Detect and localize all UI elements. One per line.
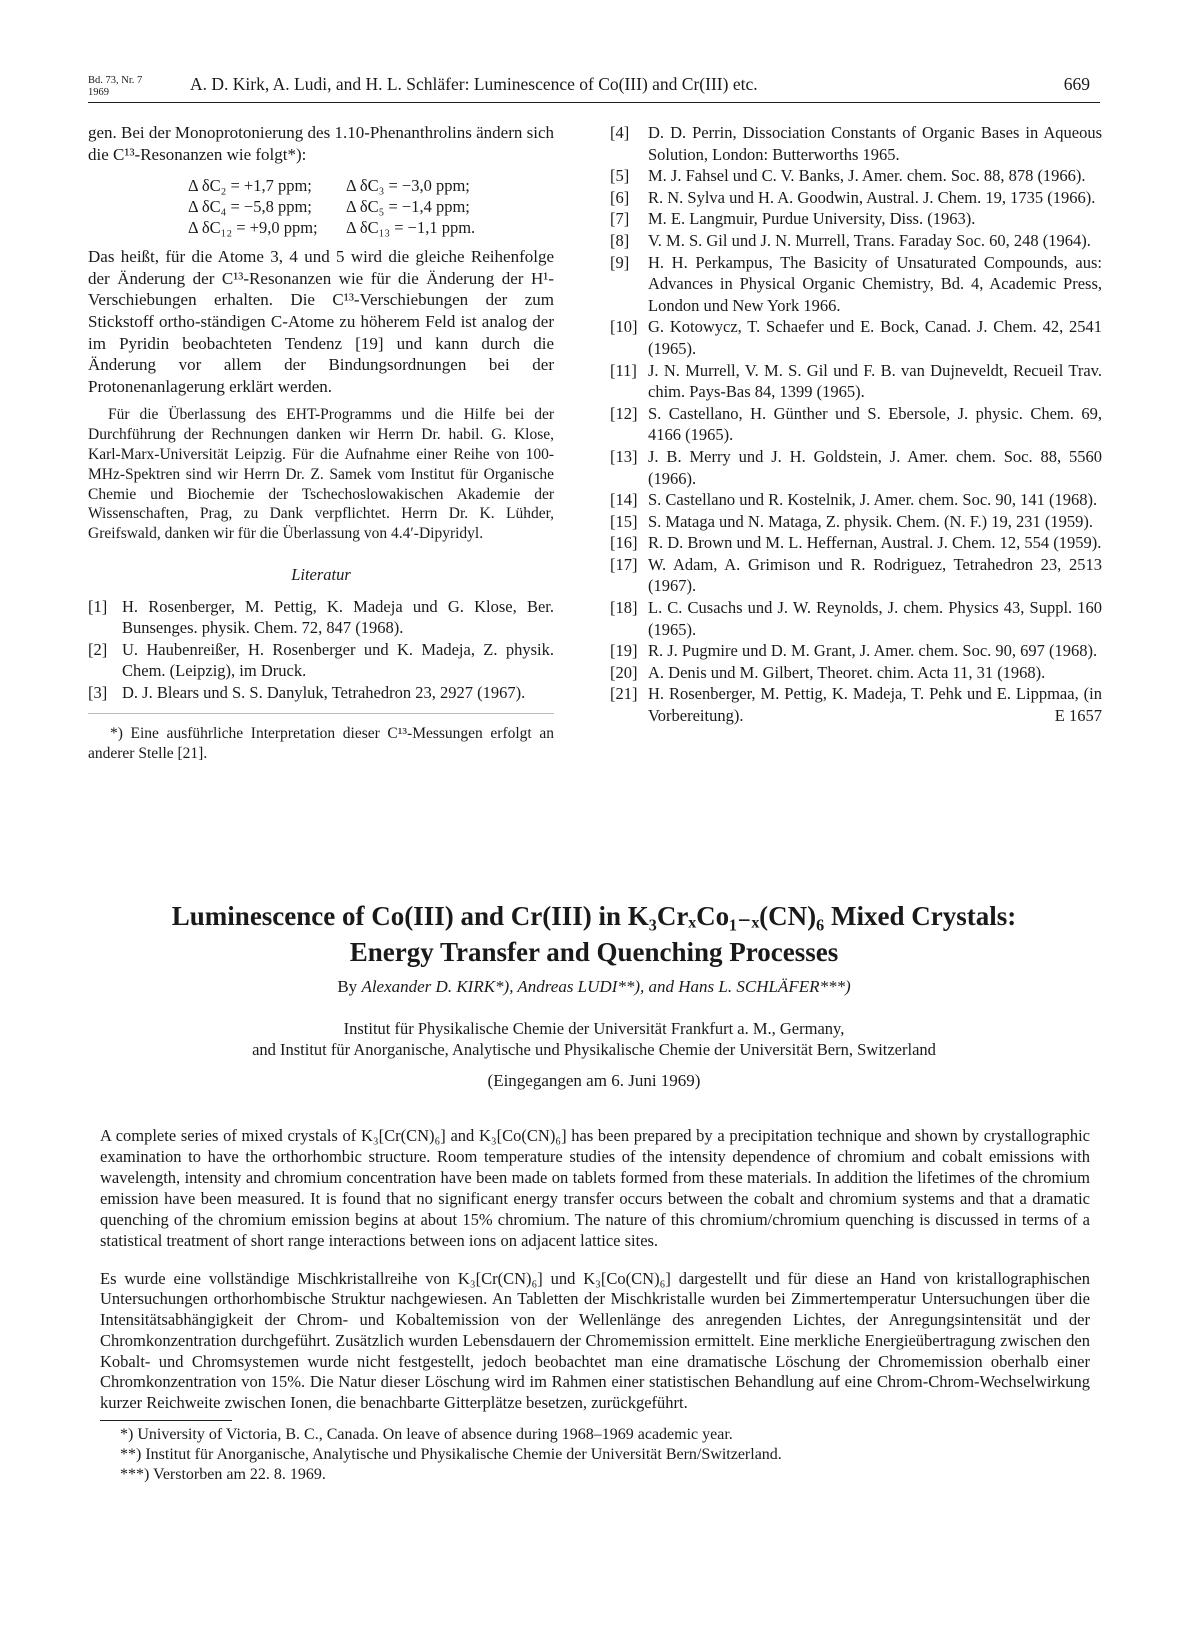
reference-number: [3]: [88, 682, 108, 702]
reference-text: R. J. Pugmire und D. M. Grant, J. Amer. chem. Soc. 90, 697 (1968).: [648, 641, 1098, 661]
header-rule: [88, 102, 1100, 103]
reference-text: M. J. Fahsel und C. V. Banks, J. Amer. chem. Soc. 88, 878 (1966).: [648, 166, 1086, 186]
manuscript-code: E 1657: [1054, 706, 1102, 726]
equation-row: [188, 217, 554, 238]
reference-number: [18]: [610, 598, 638, 618]
reference-number: [20]: [610, 662, 638, 682]
footnote-item: ***) Verstorben am 22. 8. 1969.: [120, 1466, 326, 1483]
reference-item: [610, 403, 1102, 446]
reference-number: [12]: [610, 403, 638, 423]
reference-number: [9]: [610, 252, 630, 272]
affiliations: [88, 1018, 1100, 1060]
article-title: [88, 898, 1100, 970]
reference-item: [610, 252, 1102, 317]
footnote-rule: [100, 1420, 232, 1421]
reference-item: [610, 360, 1102, 403]
reference-number: [13]: [610, 446, 638, 466]
reference-text: H. Rosenberger, M. Pettig, K. Madeja und G. Klose, Ber. Bunsenges. physik. Chem. 72, 847 (1968).: [122, 596, 554, 638]
reference-text: D. J. Blears und S. S. Danyluk, Tetrahedron 23, 2927 (1967).: [122, 682, 526, 702]
reference-list: [610, 122, 1102, 727]
reference-number: [15]: [610, 511, 638, 531]
reference-text: A. Denis und M. Gilbert, Theoret. chim. Acta 11, 31 (1968).: [648, 662, 1046, 682]
article-title-line: Energy Transfer and Quenching Processes: [349, 937, 839, 967]
reference-item: [610, 446, 1102, 489]
equation-block: [88, 175, 554, 238]
footnote-item: **) Institut für Anorganische, Analytische und Physikalische Chemie der Universität Bern/Switzerland.: [120, 1446, 782, 1463]
reference-number: [6]: [610, 187, 630, 207]
reference-text: S. Mataga und N. Mataga, Z. physik. Chem. (N. F.) 19, 231 (1959).: [648, 511, 1094, 531]
reference-number: [7]: [610, 209, 630, 229]
reference-number: [11]: [610, 360, 637, 380]
reference-item: [610, 662, 1102, 684]
column-footnote: *) Eine ausführliche Interpretation dieser C¹³-Messungen erfolgt an anderer Stelle [21].: [88, 713, 554, 764]
reference-text: U. Haubenreißer, H. Rosenberger und K. Madeja, Z. physik. Chem. (Leipzig), im Druck.: [122, 639, 554, 681]
equation-row: [188, 196, 554, 217]
literature-heading: Literatur: [291, 564, 351, 584]
reference-text: H. Rosenberger, M. Pettig, K. Madeja, T. Pehk und E. Lippmaa, (in Vorbereitung).: [648, 684, 1102, 726]
reference-item: [88, 596, 554, 639]
reference-item: [88, 639, 554, 682]
equation: Δ δC₃ = −3,0 ppm;: [346, 176, 470, 196]
affiliation-line: Institut für Physikalische Chemie der Universität Frankfurt a. M., Germany,: [343, 1019, 845, 1038]
reference-item: [610, 230, 1102, 252]
reference-list: [88, 596, 554, 704]
reference-item: [610, 511, 1102, 533]
reference-item: [610, 640, 1102, 662]
byline-prefix: By: [337, 977, 358, 996]
equation: Δ δC₄ = −5,8 ppm;: [188, 197, 312, 217]
reference-text: R. N. Sylva und H. A. Goodwin, Austral. J. Chem. 19, 1735 (1966).: [648, 187, 1096, 207]
reference-text: D. D. Perrin, Dissociation Constants of Organic Bases in Aqueous Solution, London: Butterworths 1965.: [648, 123, 1102, 164]
reference-number: [19]: [610, 641, 638, 661]
reference-item: [610, 316, 1102, 359]
reference-text: S. Castellano, H. Günther und S. Ebersole, J. physic. Chem. 69, 4166 (1965).: [648, 403, 1102, 445]
received-date: (Eingegangen am 6. Juni 1969): [487, 1071, 701, 1090]
reference-text: V. M. S. Gil und J. N. Murrell, Trans. Faraday Soc. 60, 248 (1964).: [648, 230, 1091, 250]
left-column: [88, 122, 554, 764]
equation: Δ δC₂ = +1,7 ppm;: [188, 176, 312, 196]
reference-number: [4]: [610, 123, 630, 142]
equation: Δ δC₅ = −1,4 ppm;: [346, 197, 470, 217]
footnote-item: *) University of Victoria, B. C., Canada. On leave of absence during 1968–1969 academic year.: [120, 1426, 733, 1443]
reference-number: [2]: [88, 639, 108, 659]
author-footnotes: [100, 1420, 1090, 1485]
reference-item: [88, 682, 554, 704]
intro-text: gen. Bei der Monoprotonierung des 1.10-Phenanthrolins ändern sich die C¹³-Resonanzen wie folgt*):: [88, 123, 554, 164]
reference-item: [610, 683, 1102, 726]
reference-text: J. B. Merry und J. H. Goldstein, J. Amer. chem. Soc. 88, 5560 (1966).: [648, 446, 1102, 488]
reference-item: [610, 489, 1102, 511]
equation: Δ δC₁₃ = −1,1 ppm.: [346, 218, 476, 238]
reference-item: [610, 532, 1102, 554]
byline: [88, 977, 1100, 997]
volume-year: 1969: [88, 87, 109, 98]
reference-number: [16]: [610, 533, 638, 553]
reference-number: [10]: [610, 317, 638, 337]
author-list: Alexander D. KIRK*), Andreas LUDI**), and Hans L. SCHLÄFER***): [361, 977, 851, 996]
equation: Δ δC₁₂ = +9,0 ppm;: [188, 218, 318, 238]
reference-text: W. Adam, A. Grimison und R. Rodriguez, Tetrahedron 23, 2513 (1967).: [648, 554, 1102, 596]
body-paragraph: Das heißt, für die Atome 3, 4 und 5 wird die gleiche Reihenfolge der Änderung der C¹³-Resonanzen wie für die Änderung der H¹-Verschiebungen erhalten. Die C¹³-Verschiebungen der zum Stickstoff ortho-ständigen C-Atome zu höherem Feld ist analog der im Pyridin beobachteten Tendenz [19] und kann durch die Änderung vor allem der Bindungsordnungen bei der Protonenanlagerung erklärt werden.: [88, 247, 554, 396]
abstract-english: A complete series of mixed crystals of K₃[Cr(CN)₆] and K₃[Co(CN)₆] has been prepared by a precipitation technique and shown by crystallographic examination to have the orthorhombic structure. Room temperature studies of the intensity dependence of chromium and cobalt emissions with wavelength, intensity and chromium concentration have been made on tablets formed from these materials. In addition the lifetimes of the chromium emission have been measured. It is found that no significant energy transfer occurs between the cobalt and chromium systems and that a dramatic quenching of the chromium emission begins at about 15% chromium. The nature of this chromium/chromium quenching is discussed in terms of a statistical treatment of short range interactions between ions on adjacent lattice sites.: [100, 1125, 1090, 1250]
reference-text: L. C. Cusachs und J. W. Reynolds, J. chem. Physics 43, Suppl. 160 (1965).: [648, 598, 1102, 639]
reference-item: [610, 122, 1102, 165]
reference-number: [21]: [610, 684, 638, 704]
reference-item: [610, 597, 1102, 640]
reference-text: M. E. Langmuir, Purdue University, Diss. (1963).: [648, 209, 976, 229]
equation-row: [188, 175, 554, 196]
reference-text: R. D. Brown und M. L. Heffernan, Austral. J. Chem. 12, 554 (1959).: [648, 533, 1102, 553]
reference-item: [610, 554, 1102, 597]
volume-info: [88, 75, 142, 99]
reference-item: [610, 165, 1102, 187]
running-header: [88, 72, 1100, 108]
abstract-german: Es wurde eine vollständige Mischkristallreihe von K₃[Cr(CN)₆] und K₃[Co(CN)₆] dargestellt und für diese an Hand von kristallographischen Untersuchungen orthorhombische Struktur nachgewiesen. An Tabletten der Mischkristalle wurden bei Zimmertemperatur Untersuchungen über die Intensitätsabhängigkeit der Chrom- und Kobaltemission von der Wellenlänge des anregenden Lichtes, der Anregungsintensität und der Chromkonzentration durchgeführt. Zusätzlich wurden Lebensdauern der Chromemission ermittelt. Eine merkliche Energieübertragung zwischen den Kobalt- und Chromsystemen wurde nicht festgestellt, jedoch beobachtet man eine dramatische Löschung der Chromemission oberhalb einer Chromkonzentration von 15%. Die Natur dieser Löschung wird im Rahmen einer statistischen Behandlung auf eine Chrom-Chrom-Wechselwirkung kurzer Reichweite zwischen Ionen, die benachbarte Gitterplätze besetzen, zurückgeführt.: [100, 1268, 1090, 1413]
reference-number: [1]: [88, 596, 108, 616]
article-title-line: Luminescence of Co(III) and Cr(III) in K₃CrₓCo₁₋ₓ(CN)₆ Mixed Crystals:: [171, 901, 1017, 931]
reference-item: [610, 208, 1102, 230]
right-column: [610, 122, 1102, 727]
reference-number: [5]: [610, 166, 630, 186]
reference-item: [610, 187, 1102, 209]
reference-number: [8]: [610, 230, 630, 250]
reference-text: H. H. Perkampus, The Basicity of Unsaturated Compounds, aus: Advances in Physical Organic Chemistry, Bd. 4, Academic Press, London und New York 1966.: [648, 252, 1102, 315]
reference-number: [14]: [610, 490, 638, 510]
page-number: 669: [1063, 74, 1090, 94]
volume-number: Bd. 73, Nr. 7: [88, 75, 143, 86]
affiliation-line: and Institut für Anorganische, Analytische und Physikalische Chemie der Universität Bern, Switzerland: [252, 1040, 936, 1059]
reference-text: G. Kotowycz, T. Schaefer und E. Bock, Canad. J. Chem. 42, 2541 (1965).: [648, 317, 1102, 358]
acknowledgement: Für die Überlassung des EHT-Programms und die Hilfe bei der Durchführung der Rechnungen danken wir Herrn Dr. habil. G. Klose, Karl-Marx-Universität Leipzig. Für die Aufnahme einer Reihe von 100-MHz-Spektren sind wir Herrn Dr. Z. Samek vom Institut für Organische Chemie und Biochemie der Tschechoslowakischen Akademie der Wissenschaften, Prag, zu Dank verpflichtet. Herrn Dr. K. Lühder, Greifswald, danken wir für die Überlassung von 4.4′-Dipyridyl.: [88, 406, 554, 543]
reference-text: J. N. Murrell, V. M. S. Gil und F. B. van Dujneveldt, Recueil Trav. chim. Pays-Bas 84, 1399 (1965).: [648, 360, 1102, 402]
reference-text: S. Castellano und R. Kostelnik, J. Amer. chem. Soc. 90, 141 (1968).: [648, 490, 1098, 510]
reference-number: [17]: [610, 554, 638, 574]
running-title: A. D. Kirk, A. Ludi, and H. L. Schläfer: Luminescence of Co(III) and Cr(III) etc.: [190, 74, 758, 94]
